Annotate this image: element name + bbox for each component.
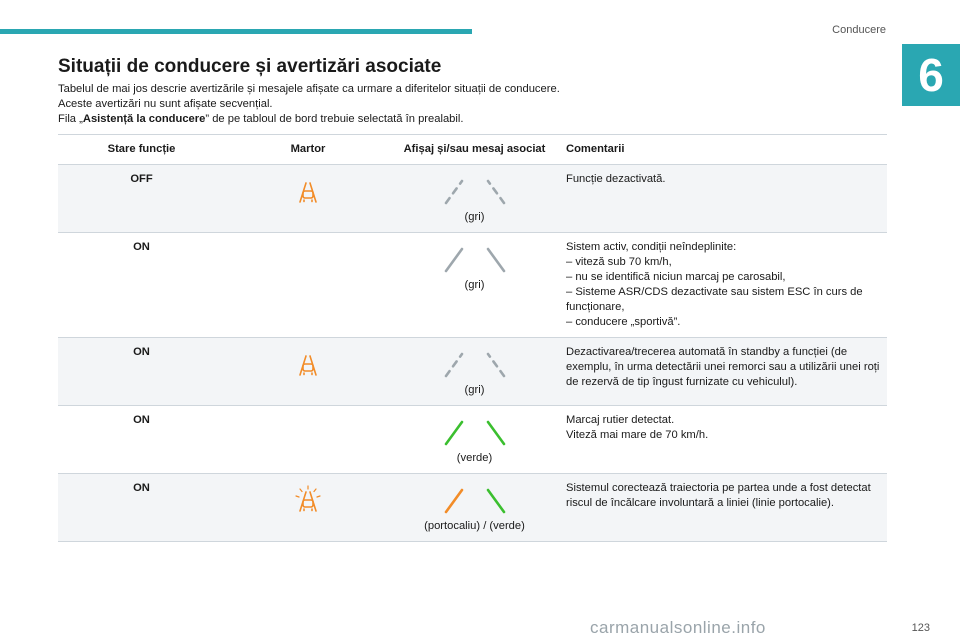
- display-color-label: (portocaliu) / (verde): [424, 520, 525, 532]
- cell-comment: Funcție dezactivată.: [566, 173, 666, 185]
- intro-line-3: [58, 112, 858, 127]
- header-state: Stare funcție: [58, 135, 225, 165]
- cell-state: ON: [133, 241, 150, 253]
- header-accent-bar: [0, 29, 472, 34]
- display-color-label: (gri): [464, 279, 485, 291]
- intro-text: [58, 82, 858, 127]
- cell-state: OFF: [130, 173, 153, 185]
- cell-state: ON: [133, 482, 150, 494]
- lane-markings-dashed-grey-icon: [440, 176, 510, 206]
- lane-markings-solid-green-icon: [440, 417, 510, 447]
- display-color-label: (gri): [464, 384, 485, 396]
- display-color-label: (gri): [464, 211, 485, 223]
- cell-display: [391, 165, 558, 233]
- cell-lamp: [225, 474, 391, 542]
- header-lamp: Martor: [225, 135, 391, 165]
- cell-state: ON: [133, 414, 150, 426]
- section-name: Conducere: [832, 24, 886, 36]
- page-title: Situații de conducere și avertizări asociate: [58, 56, 442, 77]
- chapter-number: 6: [902, 44, 960, 106]
- cell-lamp: [225, 338, 391, 406]
- orange-lane-warning-icon: [294, 349, 322, 379]
- intro-line-1: Tabelul de mai jos descrie avertizările și mesajele afișate ca urmare a diferitelor situații de conducere.: [58, 83, 560, 95]
- watermark: carmanualsonline.info: [590, 618, 766, 637]
- orange-lane-flashing-icon: [294, 485, 322, 515]
- cell-lamp: [225, 233, 391, 338]
- cell-display: [391, 474, 558, 542]
- orange-lane-warning-icon: [294, 176, 322, 206]
- table-row: [58, 474, 887, 542]
- page-number: 123: [911, 622, 930, 634]
- cell-comment: Marcaj rutier detectat. Viteză mai mare de 70 km/h.: [566, 414, 709, 441]
- lane-markings-orange-green-icon: [440, 485, 510, 515]
- cell-display: [391, 233, 558, 338]
- table-header-row: [58, 135, 887, 165]
- intro-line-2: Aceste avertizări nu sunt afișate secvențial.: [58, 98, 273, 110]
- table-row: [58, 165, 887, 233]
- display-color-label: (verde): [456, 452, 493, 464]
- cell-comment: Sistemul corectează traiectoria pe partea unde a fost detectat riscul de încălcare involuntară a liniei (linie portocalie).: [566, 482, 871, 509]
- table-row: [58, 233, 887, 338]
- header-display: Afișaj și/sau mesaj asociat: [391, 135, 558, 165]
- cell-lamp: [225, 406, 391, 474]
- cell-display: [391, 338, 558, 406]
- table-row: [58, 338, 887, 406]
- intro-line-3-bold: Asistență la conducere: [82, 113, 206, 125]
- lane-markings-dashed-grey-icon: [440, 349, 510, 379]
- intro-line-3-pre: Fila „: [58, 113, 83, 125]
- cell-comment: Sistem activ, condiții neîndeplinite: – viteză sub 70 km/h, – nu se identifică niciun marcaj pe carosabil, – Sisteme ASR/CDS dezactivate sau sistem ESC în curs de funcționare, – conducere „sportivă”.: [566, 241, 863, 328]
- header-comments: Comentarii: [558, 135, 887, 165]
- cell-lamp: [225, 165, 391, 233]
- table-row: [58, 406, 887, 474]
- cell-display: [391, 406, 558, 474]
- cell-comment: Dezactivarea/trecerea automată în standby a funcției (de exemplu, în urma detectării unei remorci sau a utilizării unei roți de rezervă de tip îngust furnizate cu vehiculul).: [566, 346, 880, 388]
- warnings-table: [58, 134, 887, 542]
- lane-markings-solid-grey-icon: [440, 244, 510, 274]
- intro-line-3-post: ” de pe tabloul de bord trebuie selectată în prealabil.: [205, 113, 464, 125]
- cell-state: ON: [133, 346, 150, 358]
